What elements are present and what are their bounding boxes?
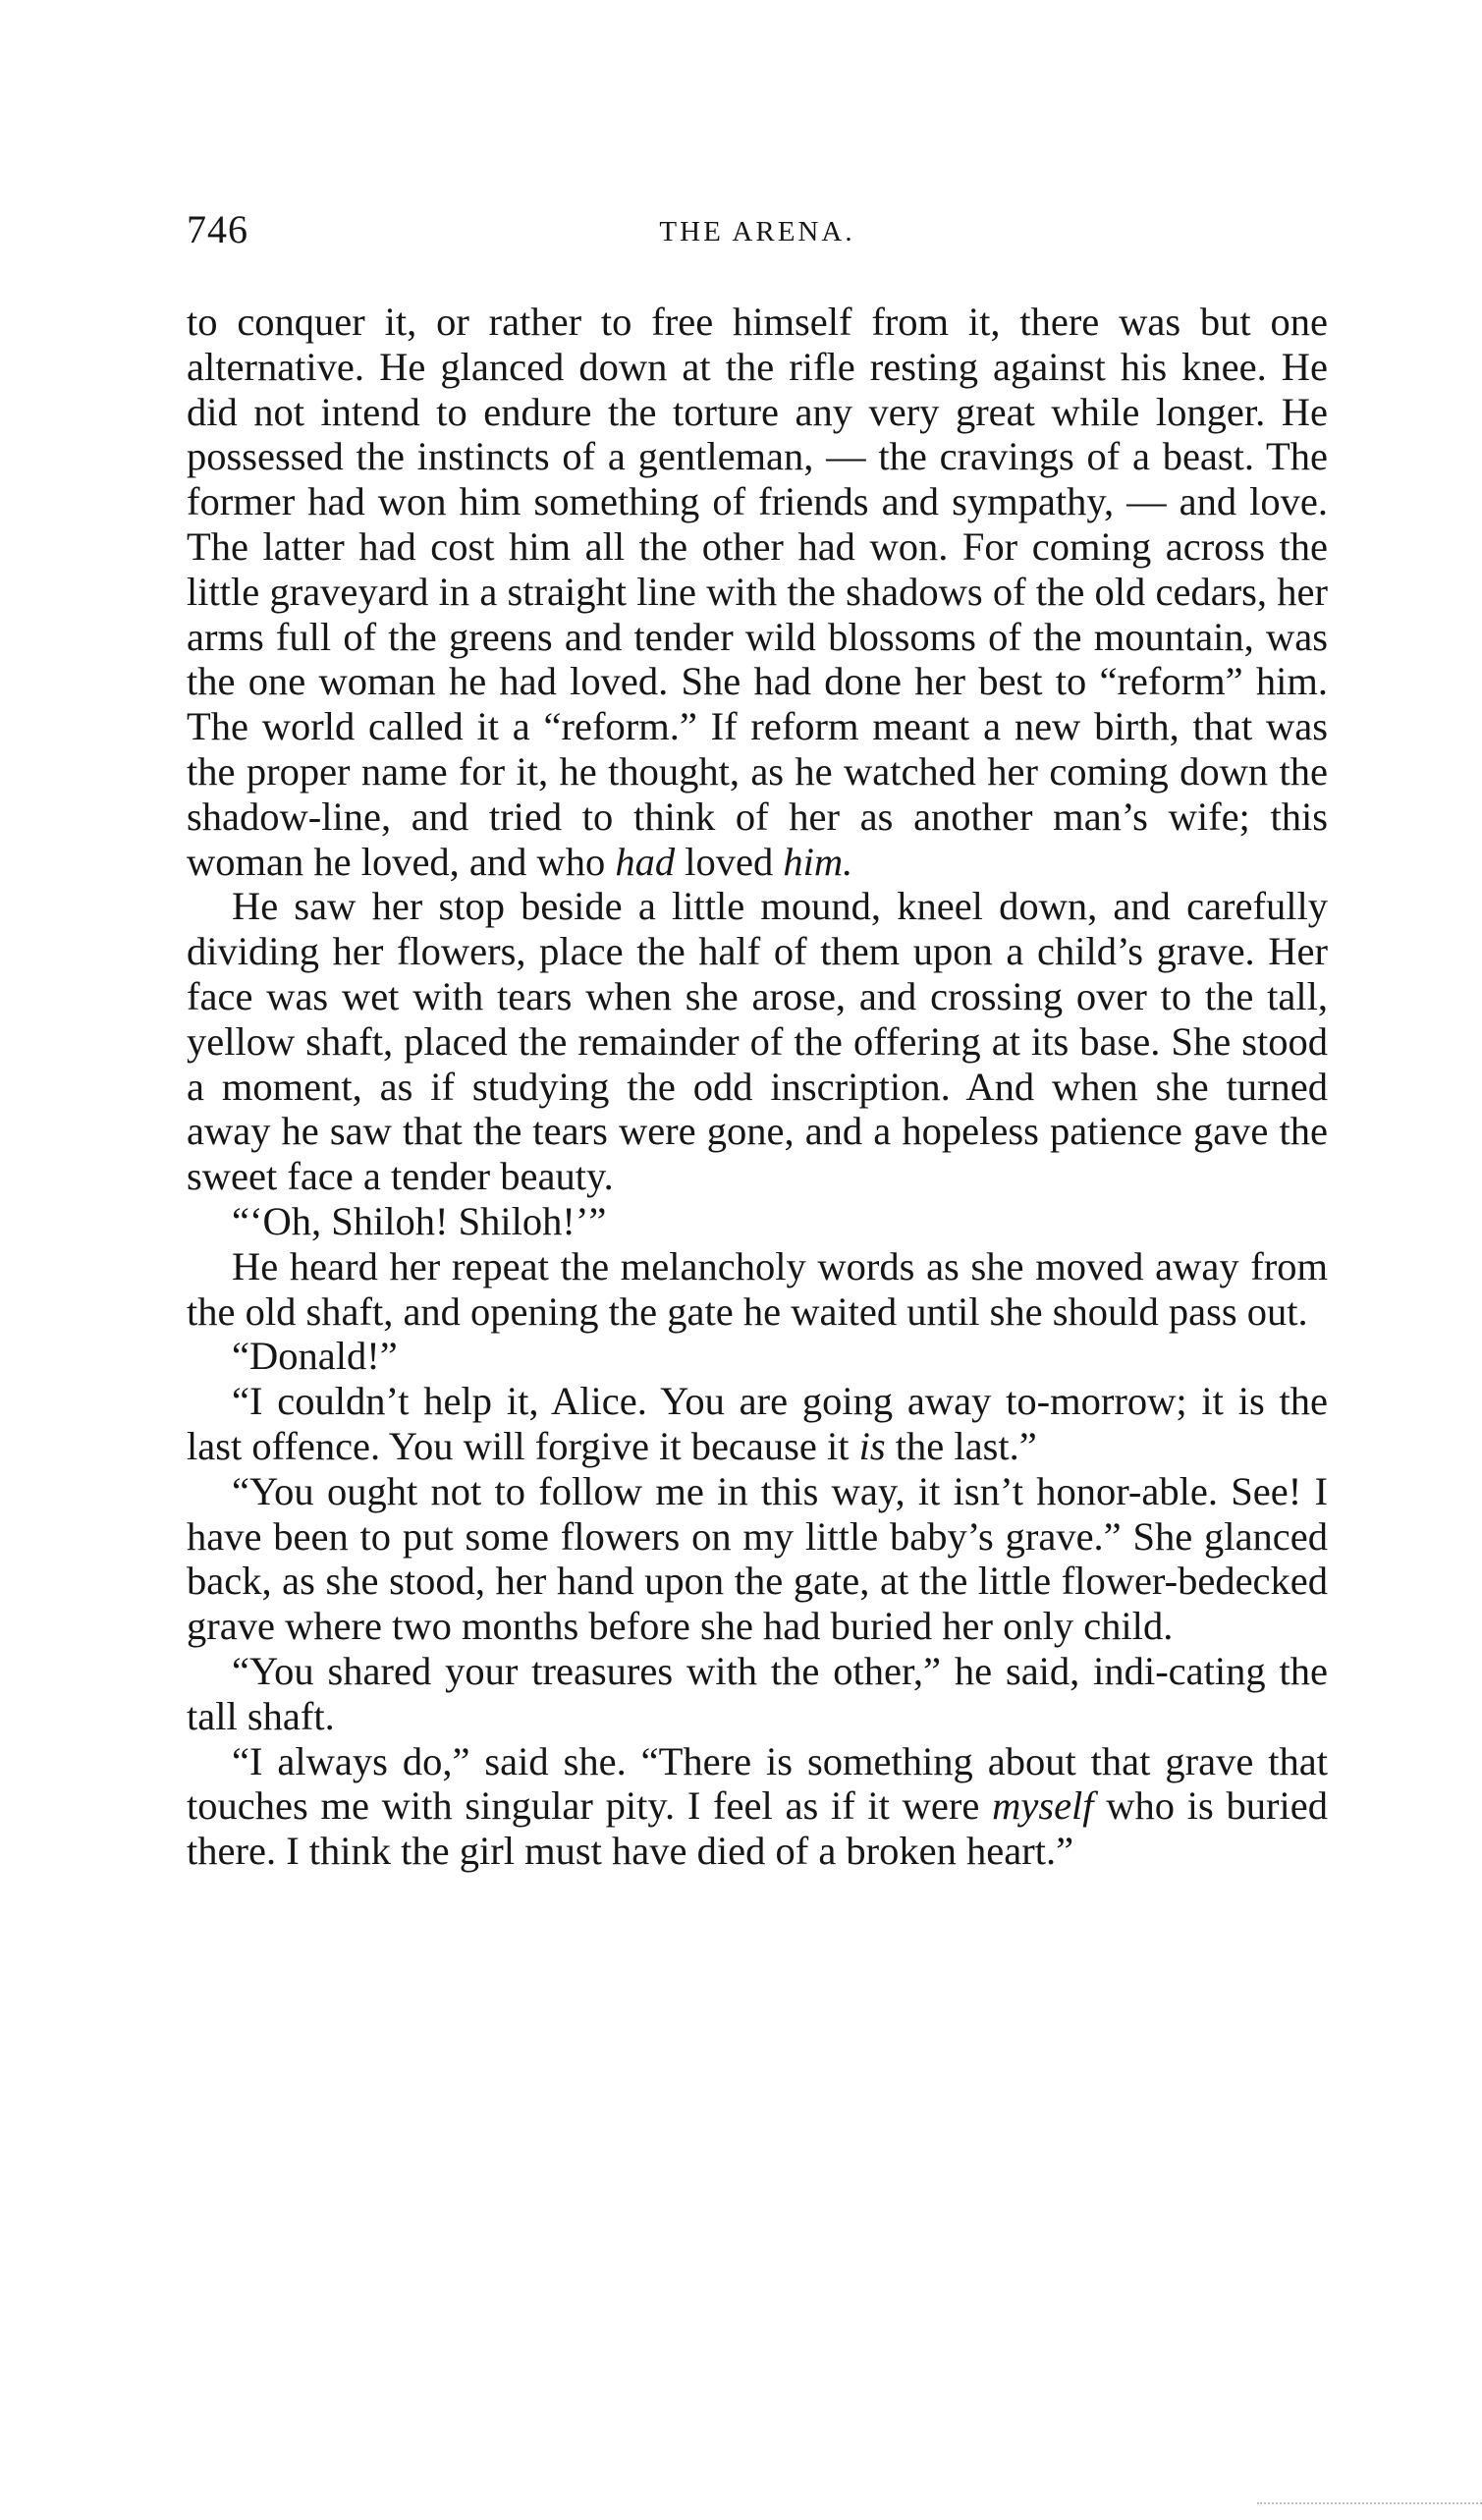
text-run: “I always do,” said she. “There is something about that grave that touches me with singular pity. I feel as if it were bbox=[187, 1738, 1328, 1829]
running-head: THE ARENA. bbox=[659, 216, 855, 247]
page-number: 746 bbox=[187, 207, 248, 251]
text-run: “You ought not to follow me in this way, it isn’t honor-able. See! I have been to put some flowers on my little baby’s grave.” She glanced back, as she stood, her hand upon the gate, at the little flower-bedecked grave where two months before she had buried her only child. bbox=[187, 1468, 1328, 1649]
paragraph bbox=[187, 1739, 1328, 1874]
page-header bbox=[187, 206, 1328, 265]
text-run: to conquer it, or rather to free himself from it, there was but one alternative. He glanced down at the rifle resting against his knee. He did not intend to endure the torture any very great while longer. He possessed the instincts of a gentleman, — the cravings of a beast. The former had won him something of friends and sympathy, — and love. The latter had cost him all the other had won. For coming across the little graveyard in a straight line with the shadows of the old cedars, her arms full of the greens and tender wild blossoms of the mountain, was the one woman he had loved. She had done her best to “reform” him. The world called it a “reform.” If reform meant a new birth, that was the proper name for it, he thought, as he watched her coming down the shadow-line, and tried to think of her as another man’s wife; this woman he loved, and who bbox=[187, 300, 1328, 884]
paragraph bbox=[187, 1334, 1328, 1379]
text-run: who is buried there. I think the girl must have died of a broken heart.” bbox=[187, 1783, 1328, 1874]
paragraph bbox=[187, 300, 1328, 884]
text-run: “You shared your treasures with the other,” he said, indi-cating the tall shaft. bbox=[187, 1648, 1328, 1738]
body-text bbox=[187, 300, 1328, 1874]
paragraph bbox=[187, 1244, 1328, 1335]
text-run: “‘Oh, Shiloh! Shiloh!’” bbox=[232, 1198, 607, 1243]
italic-run: him. bbox=[783, 839, 853, 884]
italic-run: myself bbox=[992, 1783, 1094, 1829]
paragraph bbox=[187, 884, 1328, 1199]
text-run: “I couldn’t help it, Alice. You are going away to-morrow; it is the last offence. You will forgive it because it bbox=[187, 1379, 1328, 1468]
paragraph bbox=[187, 1379, 1328, 1469]
text-run: “Donald!” bbox=[232, 1334, 398, 1379]
italic-run: is bbox=[858, 1423, 886, 1468]
italic-run: had bbox=[615, 839, 676, 884]
text-run: He saw her stop beside a little mound, kneel down, and carefully dividing her flowers, place the half of them upon a child’s grave. Her face was wet with tears when she arose, and crossing over to the tall, yellow shaft, placed the remainder of the offering at its base. She stood a moment, as if studying the odd inscription. And when she turned away he saw that the tears were gone, and a hopeless patience gave the sweet face a tender beauty. bbox=[187, 884, 1328, 1199]
paragraph bbox=[187, 1199, 1328, 1244]
scan-edge-marks bbox=[1257, 2502, 1482, 2506]
text-run: He heard her repeat the melancholy words as she moved away from the old shaft, and opening the gate he waited until she should pass out. bbox=[187, 1243, 1328, 1334]
text-run: loved bbox=[675, 839, 784, 884]
paragraph bbox=[187, 1649, 1328, 1739]
text-run: the last.” bbox=[885, 1423, 1037, 1468]
paragraph bbox=[187, 1469, 1328, 1649]
